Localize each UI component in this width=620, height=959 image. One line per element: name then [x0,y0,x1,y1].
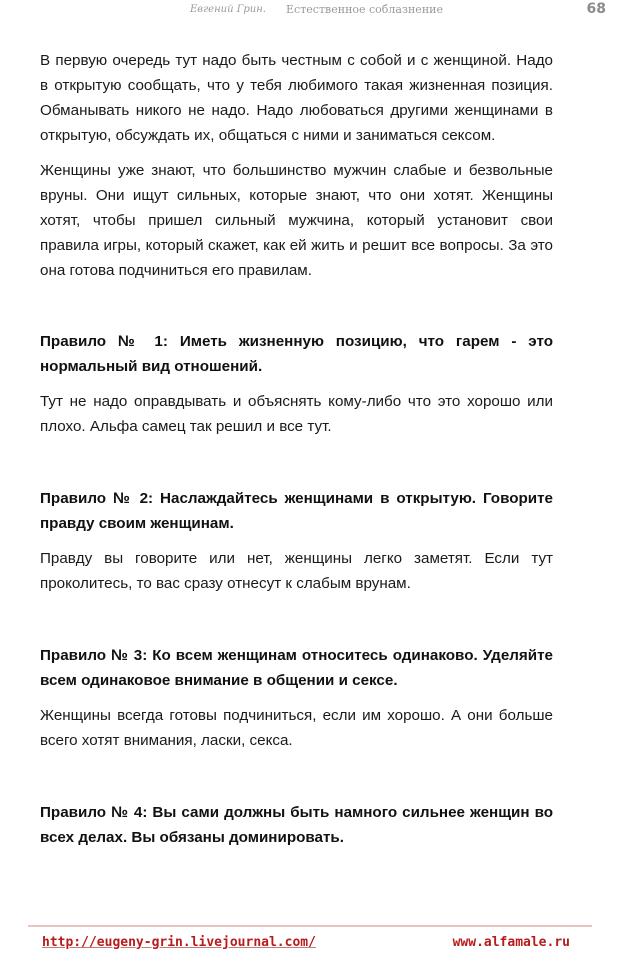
body-paragraph: В первую очередь тут надо быть честным с собой и с женщиной. Надо в открытую сообщать, что у тебя любимого такая жизненная позиция. Обманывать никого не надо. Надо любоваться другими женщинами в открытую, обсуждать их, общаться с ними и заниматься сексом. [40,52,553,144]
page-number: 68 [586,1,606,17]
body-paragraph: Женщины уже знают, что большинство мужчин слабые и безвольные вруны. Они ищут сильных, которые знают, что они хотят. Женщины хотят, чтобы пришел сильный мужчина, который установит свои правила игры, который скажет, как ей жить и решит все вопросы. За это она готова подчиниться его правилам. [40,162,553,279]
rule-heading: Правило № 4: Вы сами должны быть намного сильнее женщин во всех делах. Вы обязаны доминировать. [40,804,553,846]
rule-heading: Правило № 3: Ко всем женщинам относитесь одинаково. Уделяйте всем одинаковое внимание в общении и сексе. [40,647,553,689]
page-header [0,0,620,22]
rule-text: Правду вы говорите или нет, женщины легко заметят. Если тут проколитесь, то вас сразу отнесут к слабым врунам. [40,550,553,592]
rule-text: Женщины всегда готовы подчиниться, если им хорошо. А они больше всего хотят внимания, ласки, секса. [40,707,553,749]
header-book-title: Естественное соблазнение [286,3,443,16]
footer-divider [28,925,592,927]
rule-heading: Правило № 1: Иметь жизненную позицию, что гарем - это нормальный вид отношений. [40,333,553,375]
header-author: Евгений Грин. [190,4,266,15]
rule-text: Тут не надо оправдывать и объяснять кому-либо что это хорошо или плохо. Альфа самец так решил и все тут. [40,393,553,435]
rule-heading: Правило № 2: Наслаждайтесь женщинами в открытую. Говорите правду своим женщинам. [40,490,553,532]
footer-livejournal-link[interactable]: http://eugeny-grin.livejournal.com/ [42,935,316,950]
footer-site-link[interactable]: www.alfamale.ru [452,935,570,950]
page-body [40,48,553,860]
